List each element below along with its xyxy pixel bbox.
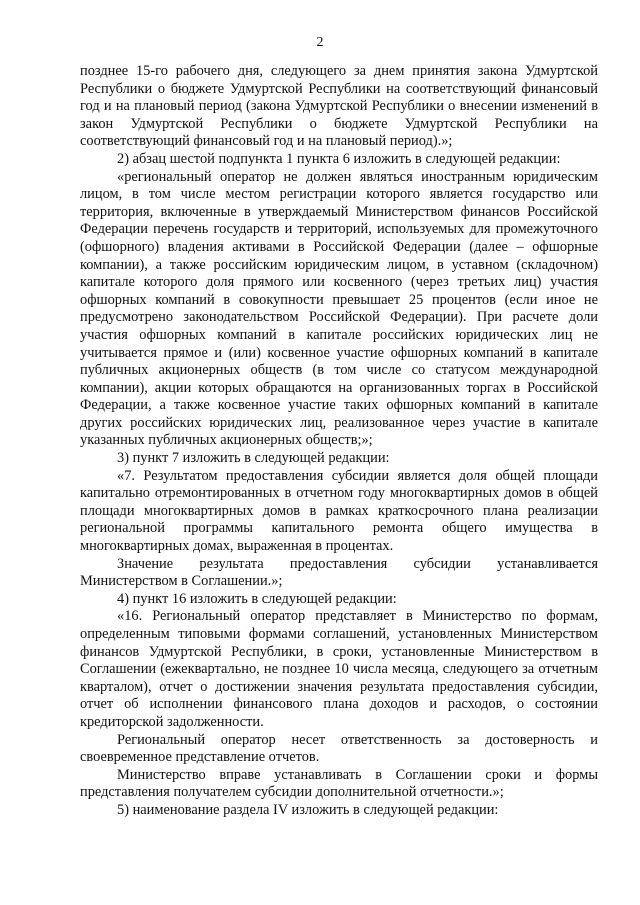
paragraph-quoted-result: «7. Результатом предоставления субсидии является доля общей площади капитально отремонтированных в отчетном году многоквартирных домов в общей площади многоквартирных домов в рамках краткосрочного плана реализации региональной программы капитального ремонта общего имущества в многоквартирных домах, выраженная в процентах. bbox=[80, 467, 598, 555]
paragraph-quoted-reporting: «16. Региональный оператор представляет в Министерство по формам, определенным типовыми формами соглашений, установленных Министерством финансов Удмуртской Республики, в сроки, установленные Министерством в Соглашении (ежеквартально, не позднее 10 числа месяца, следующего за отчетным кварталом), отчет о достижении значения результата предоставления субсидии, отчет об исполнении финансового плана доходов и расходов, о состоянии кредиторской задолженности. bbox=[80, 608, 598, 730]
paragraph-item-4: 4) пункт 16 изложить в следующей редакции: bbox=[117, 590, 397, 607]
paragraph-item-3: 3) пункт 7 изложить в следующей редакции: bbox=[117, 450, 390, 467]
page-number: 2 bbox=[316, 35, 324, 50]
paragraph-quoted-offshore: «региональный оператор не должен являться иностранным юридическим лицом, в том числе местом регистрации которого является государство или территория, включенные в утверждаемый Министерством финансов Российской Федерации перечень государств и территорий, используемых для промежуточного (офшорного) владения активами в Российской Федерации (далее – офшорные компании), а также российским юридическим лицом, в уставном (складочном) капитале которого доля прямого или косвенного (через третьих лиц) участия офшорных компаний в совокупности превышает 25 процентов (если иное не предусмотрено законодательством Российской Федерации). При расчете доли участия офшорных компаний в капитале российских юридических лиц не учитывается прямое и (или) косвенное участие офшорных компаний в капитале публичных акционерных обществ (в том числе со статусом международной компании), акции которых обращаются на организованных торгах в Российской Федерации, а также косвенное участие таких офшорных компаний в капитале других российских юридических лиц, реализованное через участие в капитале указанных публичных акционерных обществ;»; bbox=[80, 168, 598, 449]
paragraph-additional-reporting: Министерство вправе устанавливать в Соглашении сроки и формы представления получателем субсидии дополнительной отчетности.»; bbox=[80, 766, 598, 801]
paragraph-continuation: позднее 15-го рабочего дня, следующего за днем принятия закона Удмуртской Республики о бюджете Удмуртской Республики на соответствующий финансовый год и на плановый период (закона Удмуртской Республики о внесении изменений в закон Удмуртской Республики о бюджете Удмуртской Республики на соответствующий финансовый год и на плановый период).»; bbox=[80, 63, 598, 150]
paragraph-item-5: 5) наименование раздела IV изложить в следующей редакции: bbox=[117, 801, 499, 818]
paragraph-item-2: 2) абзац шестой подпункта 1 пункта 6 изложить в следующей редакции: bbox=[117, 150, 561, 167]
paragraph-result-value: Значение результата предоставления субсидии устанавливается Министерством в Соглашении.»; bbox=[80, 555, 598, 590]
document-body bbox=[80, 63, 598, 820]
paragraph-responsibility: Региональный оператор несет ответственность за достоверность и своевременное представление отчетов. bbox=[80, 731, 598, 766]
